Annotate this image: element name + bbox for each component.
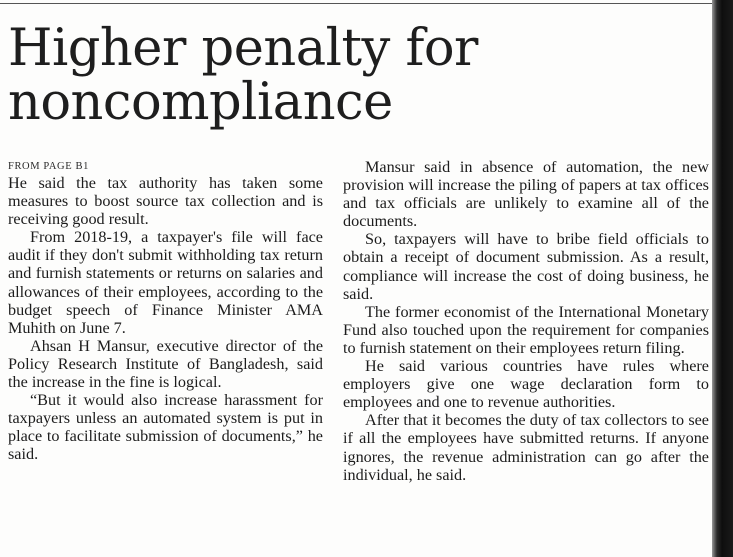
paragraph: From 2018-19, a taxpayer's file will face audit if they don't submit withholding tax return and furnish statements or returns on salaries and allowances of their employees, according to the budget speech of Finance Minister AMA Muhith on June 7. xyxy=(8,228,323,337)
headline-line-2: noncompliance xyxy=(8,73,393,132)
paragraph: He said the tax authority has taken some measures to boost source tax collection and is receiving good result. xyxy=(8,174,323,229)
left-column xyxy=(8,160,323,464)
kicker: FROM PAGE B1 xyxy=(8,161,89,172)
paragraph: He said various countries have rules where employers give one wage declaration form to employees and one to revenue authorities. xyxy=(343,357,709,412)
headline xyxy=(8,19,708,132)
paragraph: The former economist of the International Monetary Fund also touched upon the requirement for companies to furnish statement on their employees return filing. xyxy=(343,302,709,357)
top-rule xyxy=(0,3,712,4)
paragraph: After that it becomes the duty of tax collectors to see if all the employees have submitted returns. If anyone ignores, the revenue administration can go after the individual, he said. xyxy=(343,411,709,484)
paragraph: “But it would also increase harassment for taxpayers unless an automated system is put in place to facilitate submission of documents,” he said. xyxy=(8,391,323,464)
paragraph: Ahsan H Mansur, executive director of the Policy Research Institute of Bangladesh, said the increase in the fine is logical. xyxy=(8,336,323,392)
headline-line-1: Higher penalty for xyxy=(8,19,478,78)
paragraph: Mansur said in absence of automation, the new provision will increase the piling of papers at tax offices and tax officials are unlikely to examine all of the documents. xyxy=(343,158,709,231)
page-edge-shadow xyxy=(712,0,733,557)
paragraph: So, taxpayers will have to bribe field officials to obtain a receipt of document submission. As a result, compliance will increase the cost of doing business, he said. xyxy=(343,230,709,303)
right-column xyxy=(343,158,709,484)
